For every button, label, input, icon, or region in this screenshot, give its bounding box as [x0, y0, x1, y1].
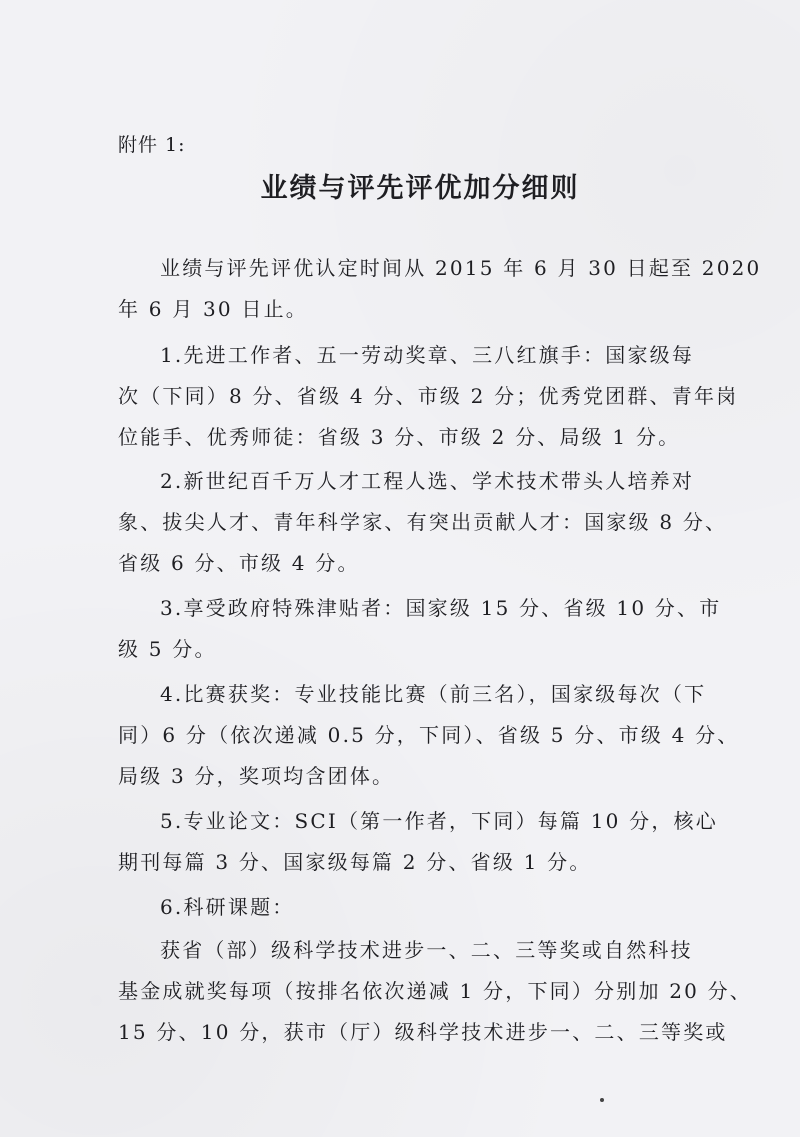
paragraph-line: 级 5 分。: [118, 637, 217, 661]
document-title: 业绩与评先评优加分细则: [260, 173, 580, 204]
paragraph-line: 同）6 分（依次递减 0.5 分，下同）、省级 5 分、市级 4 分、: [118, 723, 740, 747]
paragraph-line: 获省（部）级科学技术进步一、二、三等奖或自然科技: [160, 938, 693, 962]
paragraph-line: 业绩与评先评优认定时间从 2015 年 6 月 30 日起至 2020: [160, 256, 762, 280]
paragraph-line: 年 6 月 30 日止。: [118, 297, 309, 321]
paragraph-line: 1.先进工作者、五一劳动奖章、三八红旗手：国家级每: [160, 343, 695, 367]
paragraph-line: 5.专业论文：SCI（第一作者，下同）每篇 10 分，核心: [160, 809, 718, 833]
paragraph-line: 省级 6 分、市级 4 分。: [118, 551, 360, 575]
paragraph-line: 2.新世纪百千万人才工程人选、学术技术带头人培养对: [160, 469, 695, 493]
paragraph-line: 局级 3 分，奖项均含团体。: [118, 764, 395, 788]
paragraph-line: 次（下同）8 分、省级 4 分、市级 2 分；优秀党团群、青年岗: [118, 384, 739, 408]
paragraph-line: 期刊每篇 3 分、国家级每篇 2 分、省级 1 分。: [118, 850, 592, 874]
paragraph-line: 15 分、10 分，获市（厅）级科学技术进步一、二、三等奖或: [118, 1020, 728, 1044]
paragraph-line: 4.比赛获奖：专业技能比赛（前三名），国家级每次（下: [160, 682, 707, 706]
attachment-label: 附件 1:: [118, 134, 186, 156]
scan-speck: [600, 1098, 604, 1102]
paragraph-line: 6.科研课题：: [160, 895, 295, 919]
paragraph-line: 基金成就奖每项（按排名依次递减 1 分，下同）分别加 20 分、: [118, 979, 753, 1003]
paragraph-line: 象、拔尖人才、青年科学家、有突出贡献人才：国家级 8 分、: [118, 510, 728, 534]
paragraph-line: 位能手、优秀师徒：省级 3 分、市级 2 分、局级 1 分。: [118, 425, 681, 449]
paragraph-line: 3.享受政府特殊津贴者：国家级 15 分、省级 10 分、市: [160, 596, 722, 620]
